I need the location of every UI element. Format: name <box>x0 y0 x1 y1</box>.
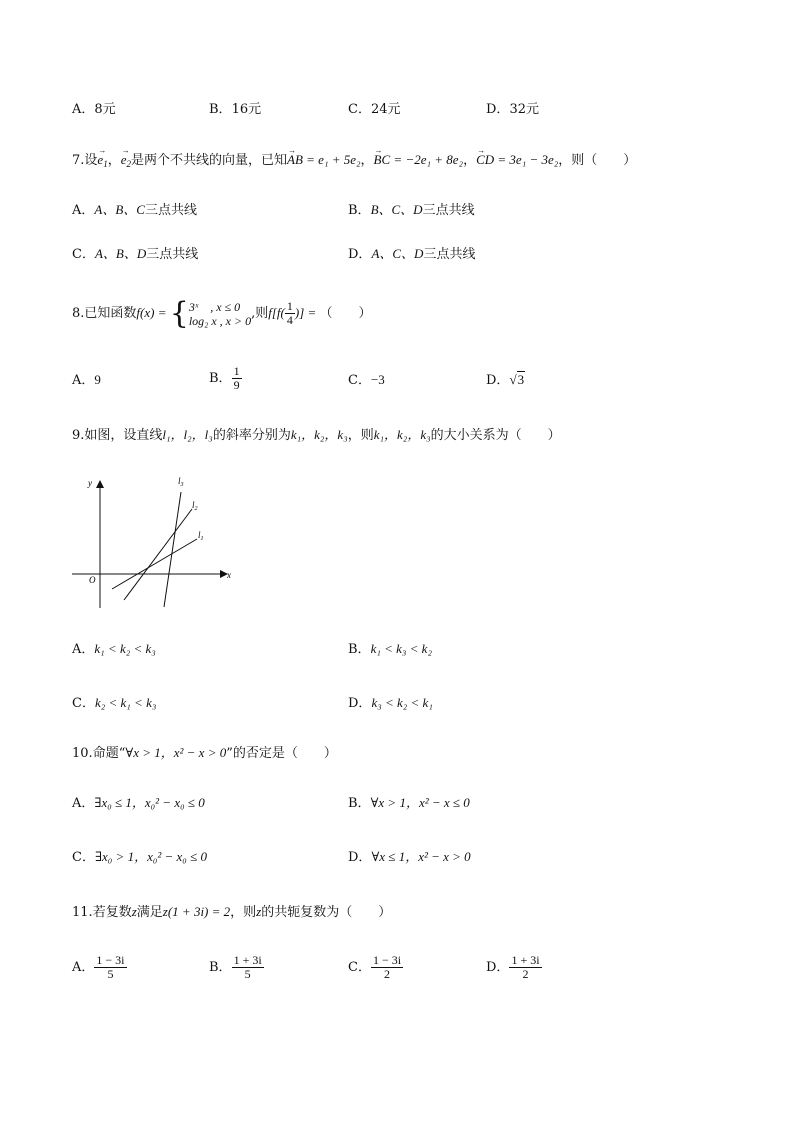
function-name: f(x) = <box>136 305 170 320</box>
y-axis-label: y <box>88 478 92 488</box>
q7-option-c[interactable] <box>72 245 198 264</box>
option-points: A、B、C <box>94 202 145 217</box>
option-label: C． <box>72 696 95 711</box>
proposition-expr: ∀x > 1，x² − x > 0 <box>125 745 227 760</box>
option-text: 三点共线 <box>144 203 197 218</box>
composite-expr-tail: )] = <box>294 305 320 320</box>
sqrt-option: √3 <box>509 372 525 387</box>
option-label: A． <box>72 960 95 975</box>
line-l1 <box>112 539 197 589</box>
slope-names: k₁，k₂，k₃ <box>373 427 431 442</box>
q9-option-b[interactable] <box>348 640 432 659</box>
q10-option-c[interactable] <box>72 848 207 867</box>
q11-stem <box>72 903 391 922</box>
q7-option-a[interactable] <box>72 201 197 220</box>
question-number: 8. <box>72 306 85 321</box>
q11-option-b[interactable] <box>209 950 264 986</box>
option-text: ∃x₀ ≤ 1，x₀² − x₀ ≤ 0 <box>94 795 205 810</box>
option-label: A． <box>72 642 95 657</box>
q8-option-b[interactable] <box>209 362 242 396</box>
option-label: C． <box>72 850 95 865</box>
fraction-option: $\frac{1 + 3i}{5}$ <box>233 953 262 981</box>
stem-text: ，则（ ） <box>558 153 637 168</box>
option-label: D． <box>348 850 372 865</box>
question-number: 11. <box>72 905 93 920</box>
case-2: log₂ x , x > 0 <box>188 313 252 328</box>
vector-bc-value: = −2e₁ + 8e₂ <box>390 152 464 167</box>
stem-text: 满足 <box>136 905 163 920</box>
fraction-option: $\frac{1 - 3i}{5}$ <box>96 953 125 981</box>
vector-e1: → $e_1$ <box>97 151 107 173</box>
origin-label: O <box>89 575 96 585</box>
slope-names: k₁，k₂，k₃ <box>290 427 348 442</box>
stem-text: 的大小关系为（ ） <box>430 428 561 443</box>
option-text: k₂ < k₁ < k₃ <box>94 695 157 710</box>
option-text: ∀x > 1，x² − x ≤ 0 <box>370 795 470 810</box>
option-text: 三点共线 <box>422 203 475 218</box>
q10-option-b[interactable] <box>348 794 470 813</box>
option-label: B． <box>348 642 371 657</box>
option-label: A． <box>72 102 95 117</box>
fraction-option: $\frac{1 - 3i}{2}$ <box>372 953 402 981</box>
composite-expr: f[f( <box>268 305 285 320</box>
option-text: k₃ < k₂ < k₁ <box>371 695 433 710</box>
option-text: 三点共线 <box>146 247 199 262</box>
q6-option-c[interactable] <box>348 101 401 119</box>
stem-text: （ ） <box>319 306 372 321</box>
line-names: l₁，l₂，l₃ <box>162 427 213 442</box>
stem-text: 如图，设直线 <box>84 428 163 443</box>
q8-option-d[interactable] <box>486 371 525 390</box>
option-text: 三点共线 <box>423 247 476 262</box>
vector-ab: → AB <box>287 151 303 169</box>
l2-label: $l_2$ <box>192 500 198 512</box>
option-label: B． <box>209 102 232 117</box>
question-number: 10. <box>72 746 93 761</box>
q6-option-d[interactable] <box>486 101 539 119</box>
stem-text: 命题“ <box>92 746 126 761</box>
vector-cd-value: = 3e₁ − 3e₂ <box>494 152 559 167</box>
option-label: B． <box>348 203 371 218</box>
option-text: 8元 <box>94 102 116 117</box>
stem-text: ， <box>360 153 374 168</box>
option-points: B、C、D <box>370 202 423 217</box>
stem-text: 是两个不共线的向量，已知 <box>131 153 288 168</box>
option-label: A． <box>72 203 95 218</box>
q11-option-c[interactable] <box>348 950 403 986</box>
q8-option-a[interactable] <box>72 371 101 390</box>
q10-option-a[interactable] <box>72 794 205 813</box>
q9-option-d[interactable] <box>348 694 433 713</box>
sqrt-icon: √ <box>509 372 517 387</box>
brace-icon: { <box>169 295 189 331</box>
option-text: 16元 <box>231 102 262 117</box>
option-text: 24元 <box>370 102 401 117</box>
option-points: A、B、D <box>94 246 147 261</box>
stem-text: ， <box>463 153 477 168</box>
stem-text: ,则 <box>251 306 269 321</box>
option-label: C． <box>72 247 95 262</box>
option-label: D． <box>486 373 510 388</box>
option-label: D． <box>486 102 510 117</box>
option-label: B． <box>209 960 232 975</box>
stem-text: ， <box>107 153 121 168</box>
vector-bc: → BC <box>374 151 391 169</box>
stem-text: 设 <box>84 153 98 168</box>
option-label: D． <box>348 247 372 262</box>
q11-option-a[interactable] <box>72 950 127 986</box>
option-label: A． <box>72 373 95 388</box>
fraction-option: $\frac{1 + 3i}{2}$ <box>511 953 540 981</box>
q11-option-d[interactable] <box>486 950 542 986</box>
var-z: z <box>131 904 137 919</box>
vector-cd: → CD <box>476 151 494 169</box>
option-label: D． <box>486 960 510 975</box>
q10-stem <box>72 744 337 763</box>
q9-line-figure <box>66 472 246 612</box>
q7-option-b[interactable] <box>348 201 475 220</box>
x-axis-label: x <box>227 570 231 580</box>
stem-text: 的共轭复数为（ ） <box>261 905 392 920</box>
fraction-quarter: $\frac{1}{4}$ <box>286 299 293 327</box>
option-text: k₁ < k₃ < k₂ <box>370 641 432 656</box>
option-label: D． <box>348 696 372 711</box>
q10-option-d[interactable] <box>348 848 471 867</box>
stem-text: ，则 <box>230 905 257 920</box>
option-label: C． <box>348 373 371 388</box>
q8-stem <box>72 295 372 332</box>
stem-text: ，则 <box>347 428 374 443</box>
stem-text: ”的否定是（ ） <box>226 746 337 761</box>
q7-stem <box>72 151 636 173</box>
q6-option-a[interactable] <box>72 101 116 119</box>
line-l2 <box>124 509 192 600</box>
stem-text: 已知函数 <box>84 306 137 321</box>
equation: z(1 + 3i) = 2 <box>162 904 231 919</box>
var-z: z <box>256 904 262 919</box>
option-text: 9 <box>94 372 101 387</box>
q9-stem <box>72 426 561 445</box>
l1-label: $l_1$ <box>198 530 204 542</box>
option-text: k₁ < k₂ < k₃ <box>94 641 156 656</box>
option-text: −3 <box>370 372 385 387</box>
question-number: 7. <box>72 153 85 168</box>
option-text: 32元 <box>509 102 539 117</box>
option-label: C． <box>348 102 371 117</box>
option-text: ∀x ≤ 1，x² − x > 0 <box>371 849 471 864</box>
option-label: C． <box>348 960 371 975</box>
q8-option-c[interactable] <box>348 371 385 390</box>
q6-option-b[interactable] <box>209 101 261 119</box>
q9-option-a[interactable] <box>72 640 156 659</box>
vector-e2: → $e_2$ <box>121 151 131 173</box>
option-label: B． <box>209 371 232 386</box>
l3-label: $l_3$ <box>178 476 184 488</box>
question-number: 9. <box>72 428 85 443</box>
case-1: 3ˣ , x ≤ 0 <box>188 299 241 314</box>
fraction-option: $\frac{1}{9}$ <box>233 364 240 392</box>
q9-option-c[interactable] <box>72 694 156 713</box>
option-points: A、C、D <box>371 246 424 261</box>
piecewise-cases <box>189 300 251 328</box>
option-label: B． <box>348 796 371 811</box>
option-text: ∃x₀ > 1，x₀² − x₀ ≤ 0 <box>94 849 207 864</box>
stem-text: 的斜率分别为 <box>212 428 291 443</box>
q7-option-d[interactable] <box>348 245 475 264</box>
vector-ab-value: = e₁ + 5e₂ <box>302 152 361 167</box>
option-label: A． <box>72 796 95 811</box>
stem-text: 若复数 <box>92 905 132 920</box>
